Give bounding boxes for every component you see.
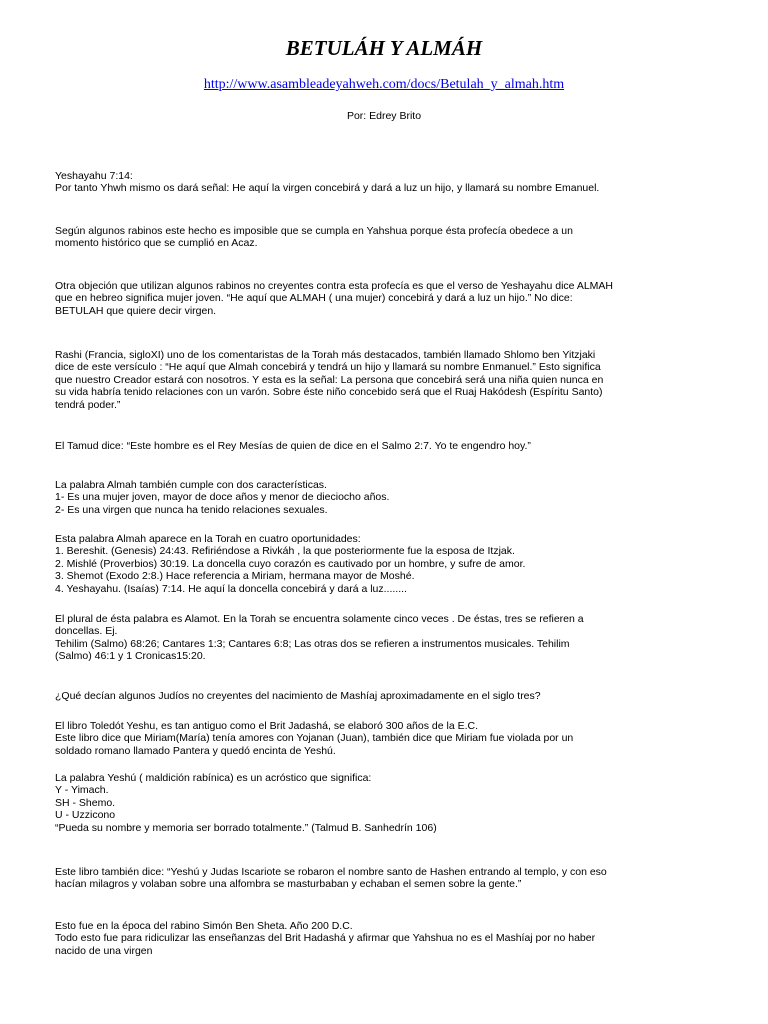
paragraph-question: ¿Qué decían algunos Judíos no creyentes del nacimiento de Mashíaj aproximadamente en el siglo tres? xyxy=(55,690,541,702)
paragraph-book-claims: Este libro también dice: “Yeshú y Judas Iscariote se robaron el nombre santo de Hashen entrando al templo, y con eso hacían milagros y volaban sobre una alfombra se masturbaban y echaban el semen sobre la gente.” xyxy=(55,866,607,891)
paragraph-almah-characteristics: La palabra Almah también cumple con dos características. 1- Es una mujer joven, mayor de doce años y menor de dieciocho años. 2- Es una virgen que nunca ha tenido relaciones sexuales. xyxy=(55,479,390,516)
paragraph-rabbis-claim: Según algunos rabinos este hecho es imposible que se cumpla en Yahshua porque ésta profecía obedece a un momento histórico que se cumplió en Acaz. xyxy=(55,225,573,250)
paragraph-yeshu-acrostic: La palabra Yeshú ( maldición rabínica) es un acróstico que significa: Y - Yimach. SH - Shemo. U - Uzzicono “Pueda su nombre y memoria ser borrado totalmente.” (Talmud B. Sanhedrín 106) xyxy=(55,772,437,834)
paragraph-talmud: El Tamud dice: “Este hombre es el Rey Mesías de quien de dice en el Salmo 2:7. Yo te engendro hoy.” xyxy=(55,440,531,452)
author-byline: Por: Edrey Brito xyxy=(346,110,422,122)
source-link[interactable]: http://www.asambleadeyahweh.com/docs/Betulah_y_almah.htm xyxy=(203,77,565,92)
paragraph-almah-occurrences: Esta palabra Almah aparece en la Torah en cuatro oportunidades: 1. Bereshit. (Genesis) 24:43. Refiriéndose a Rivkáh , la que posteriormente fue la esposa de Itzjak. 2. Mishlé (Proverbios) 30:19. La doncella cuyo corazón es cautivado por un hombre, y sufre de amor. 3. Shemot (Exodo 2:8.) Hace referencia a Miriam, hermana mayor de Moshé. 4. Yeshayahu. (Isaías) 7:14. He aquí la doncella concebirá y dará a luz........ xyxy=(55,533,526,595)
source-link-line xyxy=(0,77,768,93)
paragraph-alamot-plural: El plural de ésta palabra es Alamot. En la Torah se encuentra solamente cinco veces . De éstas, tres se refieren a doncellas. Ej. Tehilim (Salmo) 68:26; Cantares 1:3; Cantares 6:8; Las otras dos se refieren a instrumentos musicales. Tehilim (Salmo) 46:1 y 1 Cronicas15:20. xyxy=(55,613,584,663)
paragraph-rashi: Rashi (Francia, sigloXI) uno de los comentaristas de la Torah más destacados, también llamado Shlomo ben Yitzjaki dice de este versículo : “He aquí que Almah concebirá y tendrá un hijo y llamará su nombre Enmanuel.” Esto significa que nuestro Creador estará con nosotros. Y esta es la señal: La persona que concebirá será una niña quien nunca en su vida habría tenido relaciones con un varón. Sobre éste niño concebido será que el Ruaj Hakódesh (Espíritu Santo) tendrá poder.” xyxy=(55,349,604,411)
document-title: BETULÁH Y ALMÁH xyxy=(285,36,483,60)
paragraph-almah-objection: Otra objeción que utilizan algunos rabinos no creyentes contra esta profecía es que el verso de Yeshayahu dice ALMAH que en hebreo significa mujer joven. “He aquí que ALMAH ( una mujer) concebirá y dará a luz un hijo.” No dice: BETULAH que quiere decir virgen. xyxy=(55,280,614,317)
paragraph-toledot-yeshu: El libro Toledót Yeshu, es tan antiguo como el Brit Jadashá, se elaboró 300 años de la E.C. Este libro dice que Miriam(María) tenía amores con Yojanan (Juan), también dice que Miriam fue violada por un soldado romano llamado Pantera y quedó encinta de Yeshú. xyxy=(55,720,574,757)
paragraph-isaiah-quote: Yeshayahu 7:14: Por tanto Yhwh mismo os dará señal: He aquí la virgen concebirá y dará a luz un hijo, y llamará su nombre Emanuel. xyxy=(55,170,600,195)
paragraph-simon-ben-sheta: Esto fue en la época del rabino Simón Ben Sheta. Año 200 D.C. Todo esto fue para ridiculizar las enseñanzas del Brit Hadashá y afirmar que Yahshua no es el Mashíaj por no haber nacido de una virgen xyxy=(55,920,596,957)
